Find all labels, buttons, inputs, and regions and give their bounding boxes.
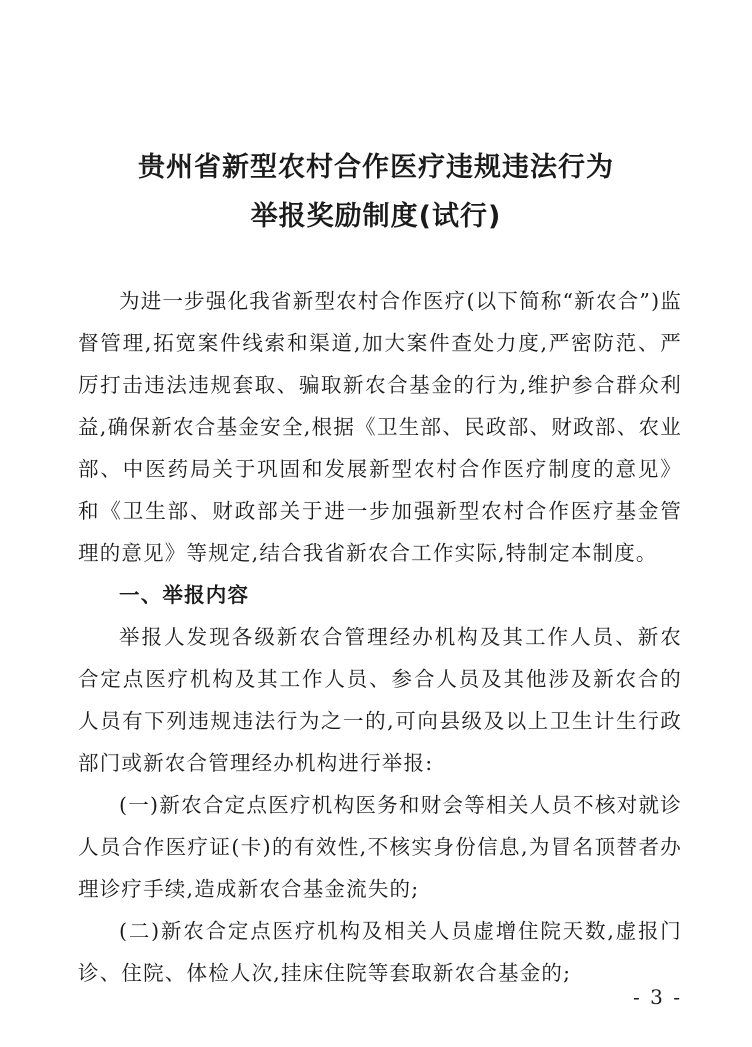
list-item-2: (二)新农合定点医疗机构及相关人员虚增住院天数,虚报门诊、住院、体检人次,挂床住院等套取新农合基金的; — [78, 919, 682, 985]
page-number: - 3 - — [633, 985, 682, 1009]
document-title-line-1: 贵州省新型农村合作医疗违规违法行为 — [138, 152, 614, 183]
list-item-1: (一)新农合定点医疗机构医务和财会等相关人员不核对就诊人员合作医疗证(卡)的有效性,不核实身份信息,为冒名顶替者办理诊疗手续,造成新农合基金流失的; — [78, 793, 682, 901]
document-body — [78, 280, 682, 994]
section-heading-report-content: 一、举报内容 — [119, 583, 250, 607]
document-title-line-2: 举报奖励制度(试行) — [250, 201, 502, 232]
body-paragraph: 举报人发现各级新农合管理经办机构及其工作人员、新农合定点医疗机构及其工作人员、参合人员及其他涉及新农合的人员有下列违规违法行为之一的,可向县级及以上卫生计生行政部门或新农合管理经办机构进行举报: — [78, 625, 682, 775]
intro-paragraph: 为进一步强化我省新型农村合作医疗(以下简称“新农合”)监督管理,拓宽案件线索和渠道,加大案件查处力度,严密防范、严厉打击违法违规套取、骗取新农合基金的行为,维护参合群众利益,确保新农合基金安全,根据《卫生部、民政部、财政部、农业部、中医药局关于巩固和发展新型农村合作医疗制度的意见》和《卫生部、财政部关于进一步加强新型农村合作医疗基金管理的意见》等规定,结合我省新农合工作实际,特制定本制度。 — [78, 289, 682, 565]
